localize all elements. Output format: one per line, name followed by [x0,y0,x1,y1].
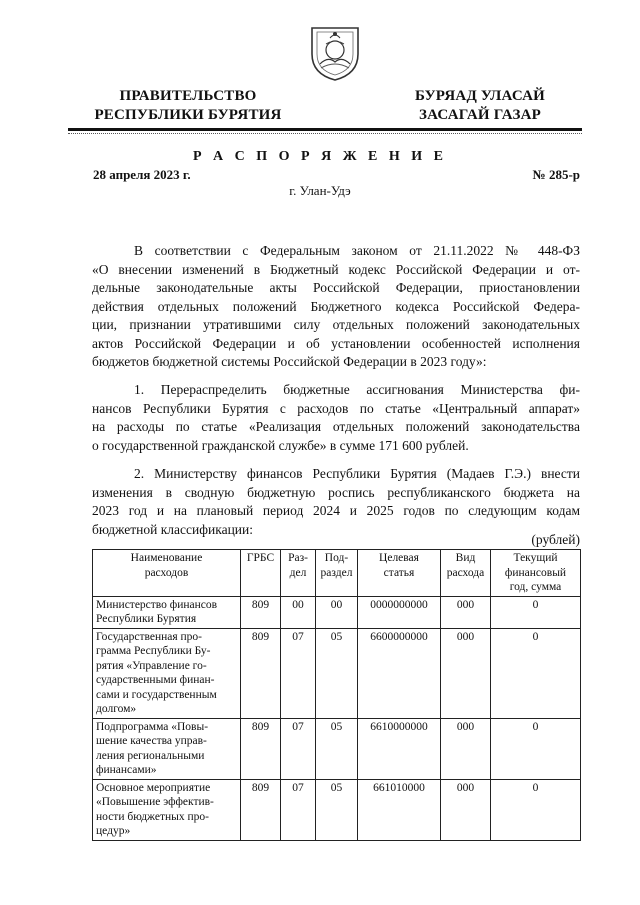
cell-section: 07 [281,628,316,718]
cell-grbs: 809 [241,596,281,628]
clause-2-paragraph [92,465,580,539]
text-line: «О внесении изменений в Бюджетный кодекс Российской Федерации и от- [92,261,580,277]
cell-amount: 0 [491,718,581,779]
text-line: изменения в сводную бюджетную роспись республиканского бюджета на [92,484,580,500]
column-header-target-article: Целевая статья [358,550,441,597]
cell-expense-type: 000 [441,718,491,779]
document-type-title: Р А С П О Р Я Ж Е Н И Е [192,149,447,164]
header-right-line-2: ЗАСАГАЙ ГАЗАР [419,107,541,123]
table-row [93,718,581,779]
table-header-row [93,550,581,597]
text-line: бюджетов бюджетной системы Российской Федерации в 2023 году»: [92,354,487,369]
cell-target-article: 6610000000 [358,718,441,779]
text-line: 2. Министерству финансов Республики Бурятия (Мадаев Г.Э.) внести [134,466,580,481]
cell-subsection: 05 [316,718,358,779]
header-right-line-1: БУРЯАД УЛАСАЙ [414,88,546,104]
coat-of-arms-emblem [308,20,362,82]
cell-grbs: 809 [241,718,281,779]
budget-classification-table [92,549,581,841]
table-row [93,596,581,628]
column-header-name: Наименование расходов [93,550,241,597]
government-name-russian [88,87,288,125]
column-header-expense-type: Вид расхода [441,550,491,597]
header-rule [68,128,582,131]
document-number: № 285-р [532,167,580,182]
table-row [93,779,581,840]
header-left-line-1: ПРАВИТЕЛЬСТВО [119,88,257,104]
text-line: 2023 год и на плановый период 2024 и 2025 годов по следующим кодам [92,503,580,518]
cell-amount: 0 [491,779,581,840]
document-date: 28 апреля 2023 г. [93,167,191,182]
cell-amount: 0 [491,596,581,628]
text-line: дельные законодательные акты Российской Федерации, приостановлении [92,280,580,295]
column-header-grbs: ГРБС [241,550,281,597]
column-header-amount: Текущий финансовый год, сумма [491,550,581,597]
clause-1-paragraph [92,381,580,455]
column-header-section: Раз- дел [281,550,316,597]
text-line: бюджетной классификации: [92,521,253,537]
cell-expense-type: 000 [441,628,491,718]
cell-section: 00 [281,596,316,628]
text-line: о государственной гражданской службе» в сумме 171 600 рублей. [92,437,469,453]
government-name-buryat [405,87,555,125]
cell-subsection: 05 [316,779,358,840]
cell-section: 07 [281,718,316,779]
cell-expense-type: 000 [441,596,491,628]
cell-subsection: 05 [316,628,358,718]
cell-name: Основное мероприятие «Повышение эффектив- ности бюджетных про- цедур» [93,779,241,840]
column-header-subsection: Под- раздел [316,550,358,597]
cell-section: 07 [281,779,316,840]
text-line: нансов Республики Бурятия с расходов по статье «Центральный аппарат» [92,400,580,416]
cell-grbs: 809 [241,779,281,840]
document-city: г. Улан-Удэ [289,183,351,198]
text-line: 1. Перераспределить бюджетные ассигнования Министерства фи- [134,382,580,397]
cell-name: Министерство финансов Республики Бурятия [93,596,241,628]
header-dotted-rule [68,133,582,134]
cell-target-article: 661010000 [358,779,441,840]
table-units-label: (рублей) [531,532,580,547]
cell-subsection: 00 [316,596,358,628]
table-row [93,628,581,718]
cell-target-article: 6600000000 [358,628,441,718]
text-line: действия отдельных положений Бюджетного кодекса Российской Федера- [92,298,580,314]
cell-grbs: 809 [241,628,281,718]
preamble-paragraph [92,242,580,372]
cell-name: Подпрограмма «Повы- шение качества управ- ления региональными финансами» [93,718,241,779]
cell-expense-type: 000 [441,779,491,840]
cell-target-article: 0000000000 [358,596,441,628]
text-line: на расходы по статье «Реализация отдельных положений законодательства [92,419,580,434]
text-line: ции, признании утратившими силу отдельных положений законодательных [92,317,580,332]
cell-amount: 0 [491,628,581,718]
text-line: актов Российской Федерации и об установлении особенностей исполнения [92,335,580,351]
cell-name: Государственная про- грамма Республики Бу- рятия «Управление го- сударственными финан- сами и государственным долгом» [93,628,241,718]
header-left-line-2: РЕСПУБЛИКИ БУРЯТИЯ [94,107,282,123]
text-line: В соответствии с Федеральным законом от 21.11.2022 № 448-ФЗ [134,243,580,258]
